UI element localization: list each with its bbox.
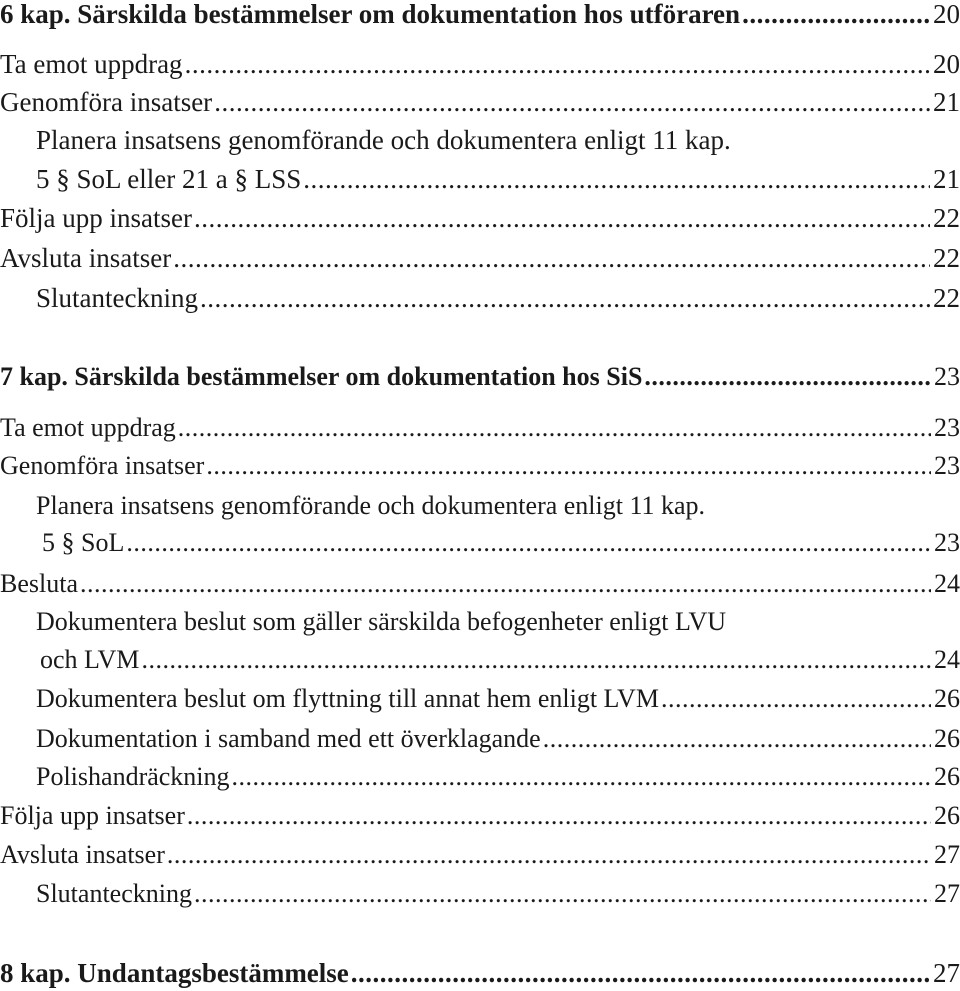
toc-page-number: 22 — [933, 203, 960, 233]
dot-leader — [644, 359, 931, 395]
toc-label: Genomföra insatser — [0, 87, 213, 117]
toc-label: Följa upp insatser — [0, 203, 192, 233]
toc-page-number: 26 — [934, 724, 960, 753]
dot-leader — [126, 525, 931, 561]
toc-label: 5 § SoL eller 21 a § LSS — [36, 164, 302, 194]
toc-entry-line — [36, 604, 960, 640]
toc-entry[interactable] — [36, 759, 960, 795]
toc-entry-line — [36, 122, 960, 158]
toc-entry-chapter-7[interactable] — [0, 359, 960, 395]
toc-label: och LVM — [40, 645, 140, 674]
toc-label: Planera insatsens genomförande och dokumentera enligt 11 kap. — [36, 491, 706, 520]
toc-page-number: 22 — [933, 243, 960, 273]
dot-leader — [303, 161, 930, 197]
toc-label: Dokumentation i samband med ett överklagande — [36, 724, 541, 753]
toc-label: Besluta — [0, 569, 78, 598]
toc-page-number: 20 — [933, 49, 960, 79]
toc-page-number: 26 — [934, 762, 960, 791]
toc-entry[interactable] — [0, 566, 960, 602]
toc-entry-chapter-6[interactable] — [0, 0, 960, 32]
toc-label: Följa upp insatser — [0, 801, 185, 830]
toc-page-number: 27 — [933, 958, 960, 988]
dot-leader — [214, 84, 930, 120]
toc-entry-line — [36, 488, 960, 524]
toc-page-number: 23 — [934, 362, 960, 391]
toc-entry[interactable] — [0, 84, 960, 120]
toc-entry[interactable] — [36, 876, 960, 912]
toc-label: 8 kap. Undantagsbestämmelse — [0, 958, 349, 988]
toc-page-number: 26 — [934, 684, 960, 713]
toc-label: Dokumentera beslut om flyttning till annat hem enligt LVM — [36, 684, 659, 713]
toc-label: Ta emot uppdrag — [0, 49, 183, 79]
toc-label: Avsluta insatser — [0, 840, 165, 869]
toc-page-number: 27 — [934, 840, 960, 869]
toc-label: Avsluta insatser — [0, 243, 172, 273]
dot-leader — [232, 759, 931, 795]
toc-page-number: 24 — [934, 645, 960, 674]
toc-entry-chapter-8[interactable] — [0, 955, 960, 991]
toc-page-number: 26 — [934, 801, 960, 830]
toc-page-number: 23 — [934, 451, 960, 480]
dot-leader — [173, 240, 930, 276]
toc-page-number: 23 — [934, 413, 960, 442]
dot-leader — [187, 798, 931, 834]
dot-leader — [141, 642, 931, 678]
dot-leader — [194, 200, 930, 236]
dot-leader — [200, 280, 930, 316]
toc-label: Slutanteckning — [36, 283, 198, 313]
dot-leader — [167, 837, 931, 873]
toc-entry[interactable] — [42, 525, 960, 561]
toc-label: Genomföra insatser — [0, 451, 205, 480]
toc-label: Planera insatsens genomförande och dokumentera enligt 11 kap. — [36, 125, 731, 155]
toc-entry[interactable] — [0, 837, 960, 873]
toc-page-number: 21 — [933, 87, 960, 117]
dot-leader — [742, 0, 930, 32]
toc-label: Polishandräckning — [36, 762, 230, 791]
toc-label: 6 kap. Särskilda bestämmelser om dokumentation hos utföraren — [0, 0, 741, 29]
toc-label: 7 kap. Särskilda bestämmelser om dokumentation hos SiS — [0, 362, 643, 391]
dot-leader — [80, 566, 931, 602]
toc-page-number: 27 — [934, 879, 960, 908]
toc-entry[interactable] — [0, 200, 960, 236]
dot-leader — [351, 955, 930, 991]
toc-entry[interactable] — [36, 681, 960, 717]
toc-entry[interactable] — [36, 721, 960, 757]
dot-leader — [178, 410, 931, 446]
toc-page-number: 24 — [934, 569, 960, 598]
toc-entry[interactable] — [36, 161, 960, 197]
toc-entry[interactable] — [0, 46, 960, 82]
toc-label: 5 § SoL — [42, 528, 125, 557]
toc-page-number: 23 — [934, 528, 960, 557]
toc-entry[interactable] — [0, 240, 960, 276]
toc-entry[interactable] — [40, 642, 960, 678]
dot-leader — [194, 876, 931, 912]
toc-page-number: 21 — [933, 164, 960, 194]
dot-leader — [543, 721, 931, 757]
dot-leader — [206, 448, 931, 484]
dot-leader — [661, 681, 931, 717]
toc-label: Ta emot uppdrag — [0, 413, 176, 442]
toc-label: Slutanteckning — [36, 879, 192, 908]
toc-label: Dokumentera beslut som gäller särskilda befogenheter enligt LVU — [36, 607, 727, 636]
toc-entry[interactable] — [36, 280, 960, 316]
dot-leader — [185, 46, 930, 82]
toc-page-number: 22 — [933, 283, 960, 313]
toc-entry[interactable] — [0, 448, 960, 484]
toc-entry[interactable] — [0, 798, 960, 834]
toc-page-number: 20 — [933, 0, 960, 29]
toc-entry[interactable] — [0, 410, 960, 446]
